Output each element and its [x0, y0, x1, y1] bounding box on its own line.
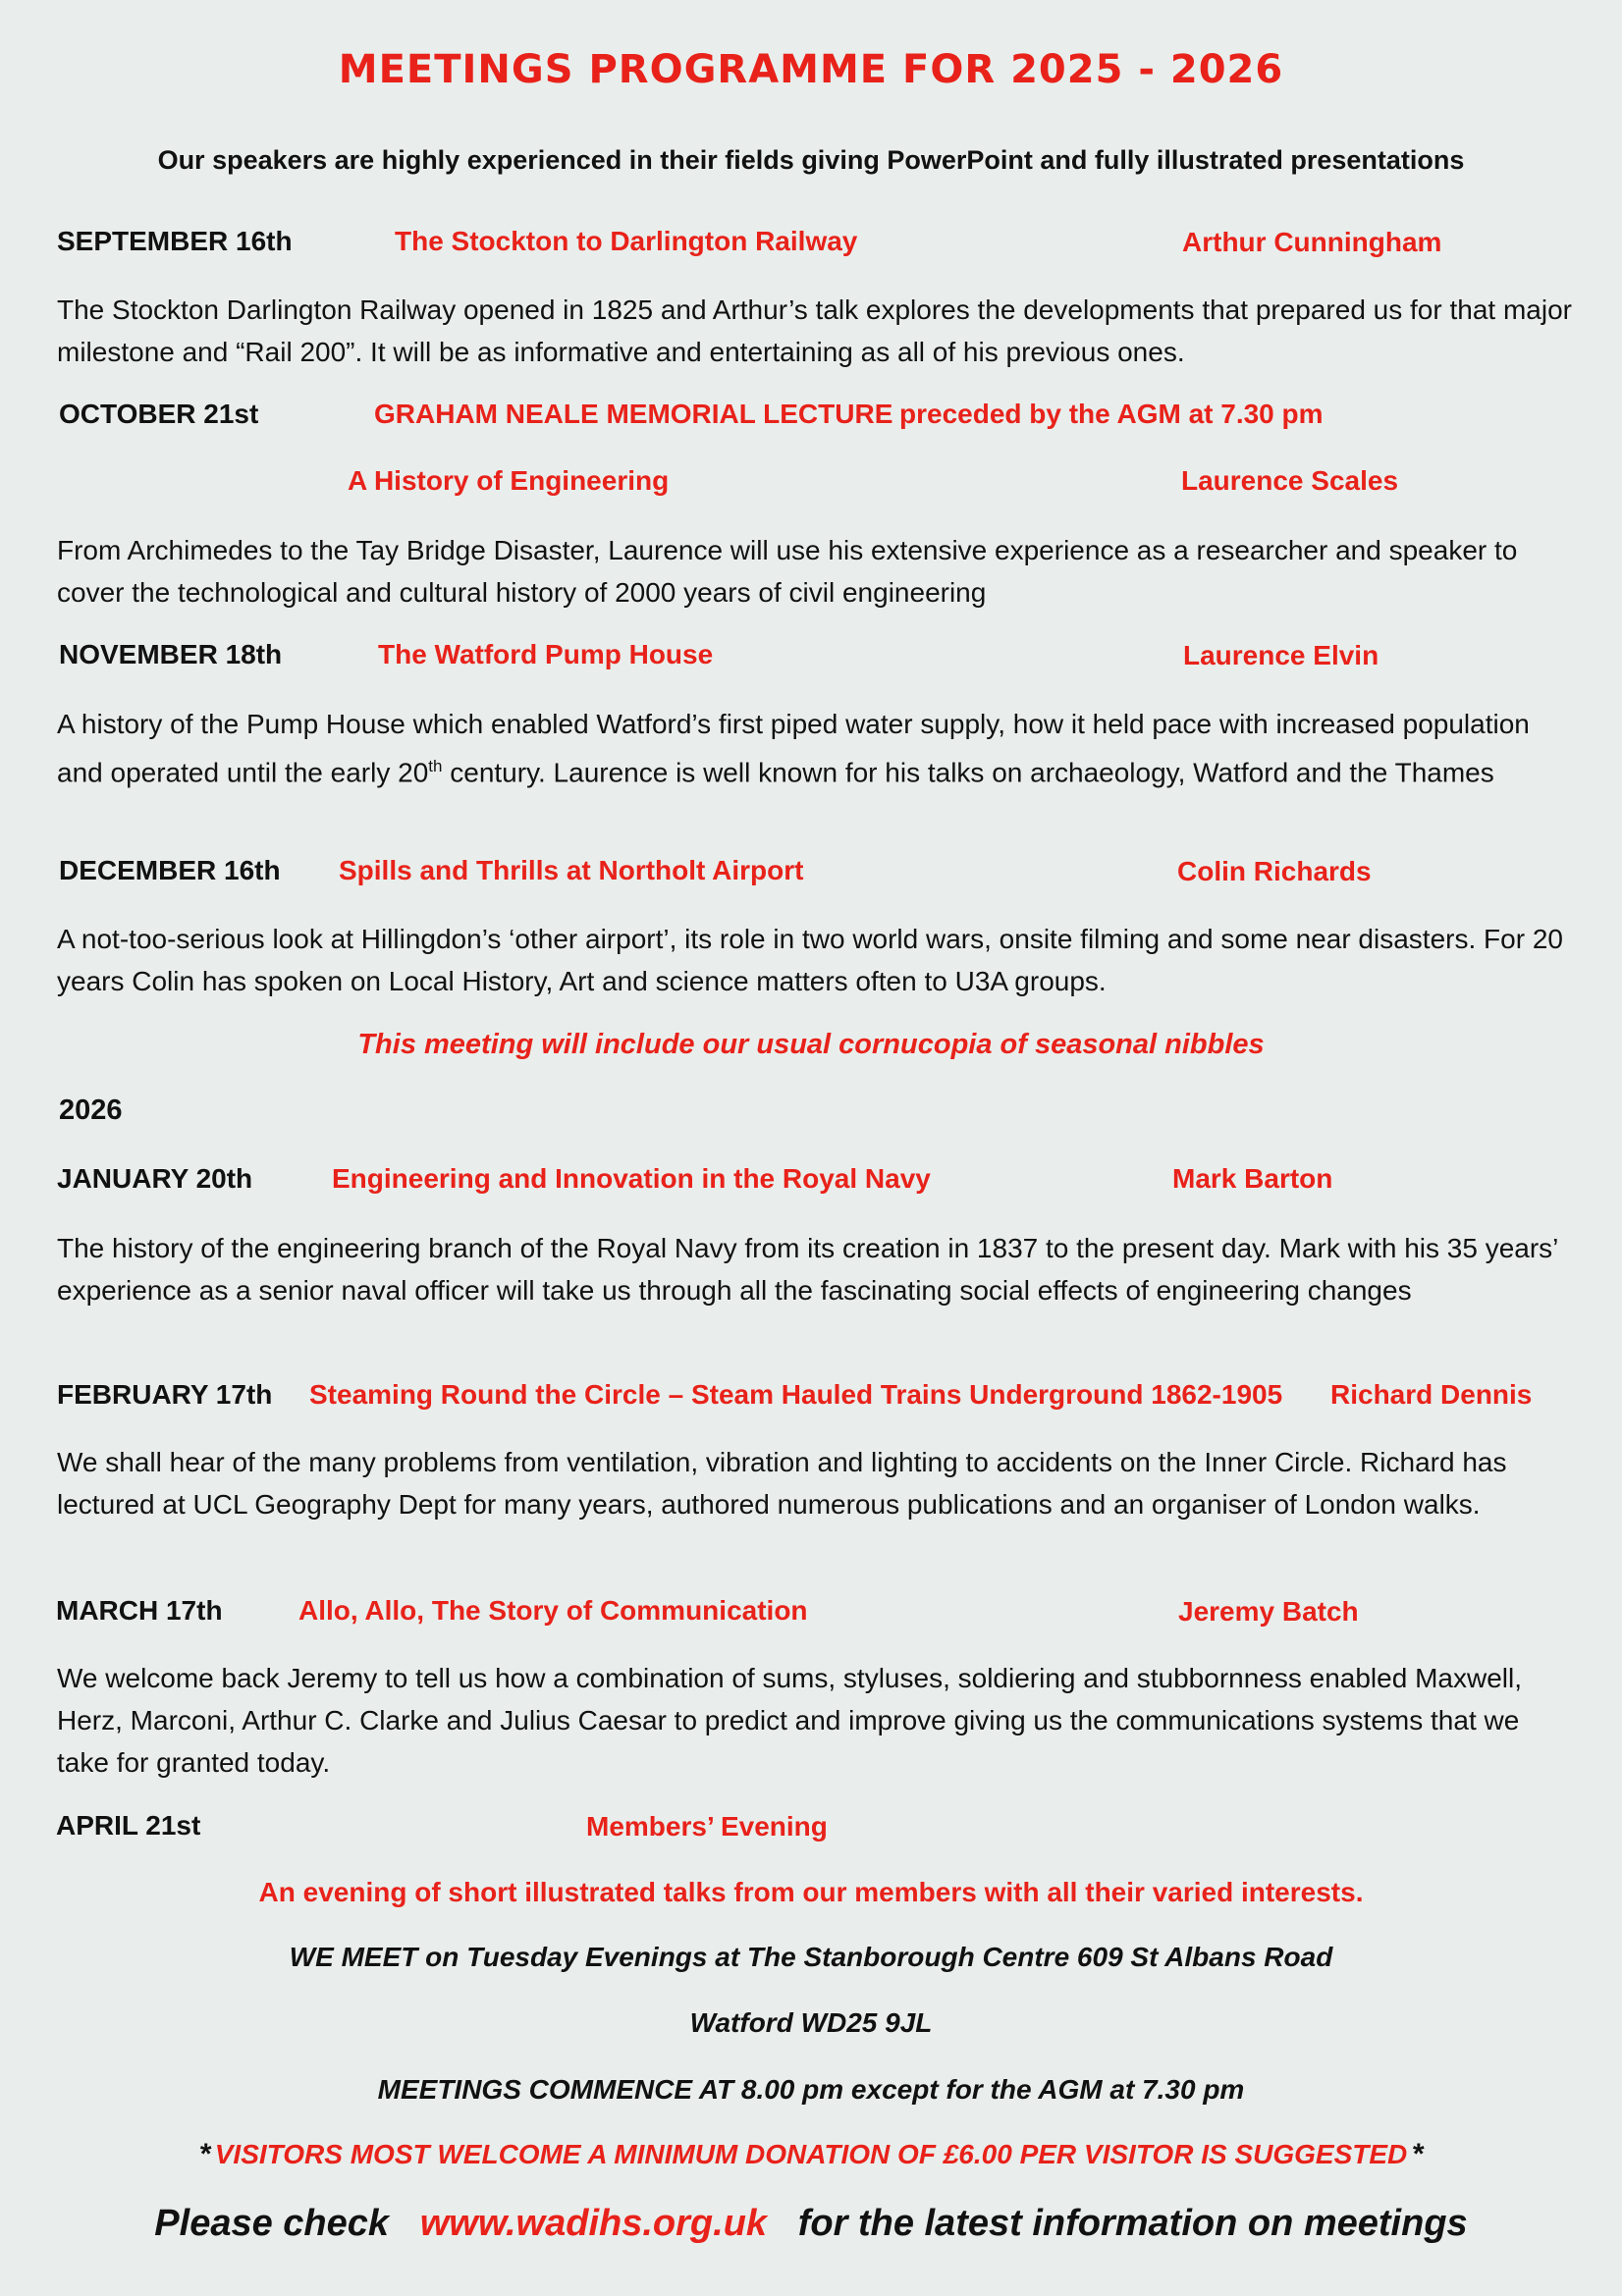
seasonal-note: This meeting will include our usual cornucopia of seasonal nibbles: [357, 1029, 1265, 1060]
meeting-description: From Archimedes to the Tay Bridge Disaster, Laurence will use his extensive experience as a researcher and speaker to cover the technological and cultural history of 2000 years of civil engineering: [57, 535, 1518, 608]
meeting-speaker: Laurence Scales: [1181, 465, 1399, 496]
website-line: [0, 2203, 1622, 2245]
meeting-description: The history of the engineering branch of the Royal Navy from its creation in 1837 to the present day. Mark with his 35 years’ experience as a senior naval officer will take us through all the fascinating social effects of engineering changes: [57, 1233, 1558, 1306]
year-heading: 2026: [59, 1095, 123, 1126]
meeting-description: We shall hear of the many problems from ventilation, vibration and lighting to accidents on the Inner Circle. Richard has lectured at UCL Geography Dept for many years, authored numerous publications and an organiser of London walks.: [57, 1447, 1507, 1520]
meeting-date: APRIL 21st: [56, 1810, 201, 1841]
check-text-tail: for the latest information on meetings: [797, 2203, 1468, 2244]
meeting-topic: A History of Engineering: [348, 465, 670, 496]
meeting-topic: Engineering and Innovation in the Royal Navy: [332, 1163, 931, 1194]
meeting-date: OCTOBER 21st: [59, 399, 259, 429]
meeting-topic: Spills and Thrills at Northolt Airport: [339, 855, 804, 885]
meeting-topic: The Watford Pump House: [378, 639, 714, 669]
meeting-speaker: Mark Barton: [1172, 1163, 1333, 1194]
meeting-topic: Allo, Allo, The Story of Communication: [298, 1595, 808, 1626]
visitors-info: VISITORS MOST WELCOME A MINIMUM DONATION OF £6.00 PER VISITOR IS SUGGESTED: [214, 2139, 1408, 2169]
asterisk: *: [1411, 2138, 1424, 2170]
page-subtitle: Our speakers are highly experienced in their fields giving PowerPoint and fully illustrated presentations: [157, 145, 1465, 175]
meeting-date: FEBRUARY 17th: [57, 1379, 273, 1410]
meeting-speaker: Richard Dennis: [1330, 1379, 1533, 1410]
visitors-line: [0, 2138, 1622, 2171]
asterisk: *: [198, 2138, 211, 2170]
meeting-date: MARCH 17th: [56, 1595, 223, 1626]
meeting-topic: Steaming Round the Circle – Steam Hauled Trains Underground 1862-1905: [309, 1379, 1283, 1410]
meeting-speaker: Laurence Elvin: [1183, 640, 1379, 670]
memorial-lecture-title: GRAHAM NEALE MEMORIAL LECTURE: [374, 399, 893, 429]
venue-info: WE MEET on Tuesday Evenings at The Stanborough Centre 609 St Albans Road: [289, 1942, 1333, 1972]
meeting-description: A history of the Pump House which enabled Watford’s first piped water supply, how it held pace with increased population and operated until the early 20th century. Laurence is well known for his talks on archaeology, Watford and the Thames: [57, 709, 1530, 788]
agm-note: preceded by the AGM at 7.30 pm: [899, 399, 1324, 429]
meeting-speaker: Arthur Cunningham: [1182, 227, 1442, 257]
meeting-date: SEPTEMBER 16th: [57, 226, 293, 256]
meeting-topic: The Stockton to Darlington Railway: [395, 226, 858, 256]
meeting-date: JANUARY 20th: [57, 1163, 253, 1194]
meeting-speaker: Colin Richards: [1177, 856, 1372, 886]
meeting-date: NOVEMBER 18th: [59, 639, 283, 669]
page-title: MEETINGS PROGRAMME FOR 2025 - 2026: [338, 47, 1284, 92]
meeting-speaker: Jeremy Batch: [1178, 1596, 1359, 1627]
meeting-description: The Stockton Darlington Railway opened in 1825 and Arthur’s talk explores the developments that prepared us for that major milestone and “Rail 200”. It will be as informative and entertaining as all of his previous ones.: [57, 294, 1572, 367]
commence-info: MEETINGS COMMENCE AT 8.00 pm except for the AGM at 7.30 pm: [377, 2074, 1245, 2105]
website-link[interactable]: www.wadihs.org.uk: [419, 2203, 768, 2244]
meeting-date: DECEMBER 16th: [59, 855, 281, 885]
meeting-description: An evening of short illustrated talks from our members with all their varied interests.: [258, 1877, 1364, 1907]
meeting-description: We welcome back Jeremy to tell us how a combination of sums, styluses, soldiering and stubbornness enabled Maxwell, Herz, Marconi, Arthur C. Clarke and Julius Caesar to predict and improve giving us the communications systems that we take for granted today.: [57, 1663, 1522, 1778]
check-text: Please check: [154, 2203, 390, 2244]
meeting-topic: Members’ Evening: [586, 1811, 828, 1842]
venue-town: Watford WD25 9JL: [689, 2007, 933, 2038]
meeting-description: A not-too-serious look at Hillingdon’s ‘other airport’, its role in two world wars, onsite filming and some near disasters. For 20 years Colin has spoken on Local History, Art and science matters often to U3A groups.: [57, 924, 1563, 996]
